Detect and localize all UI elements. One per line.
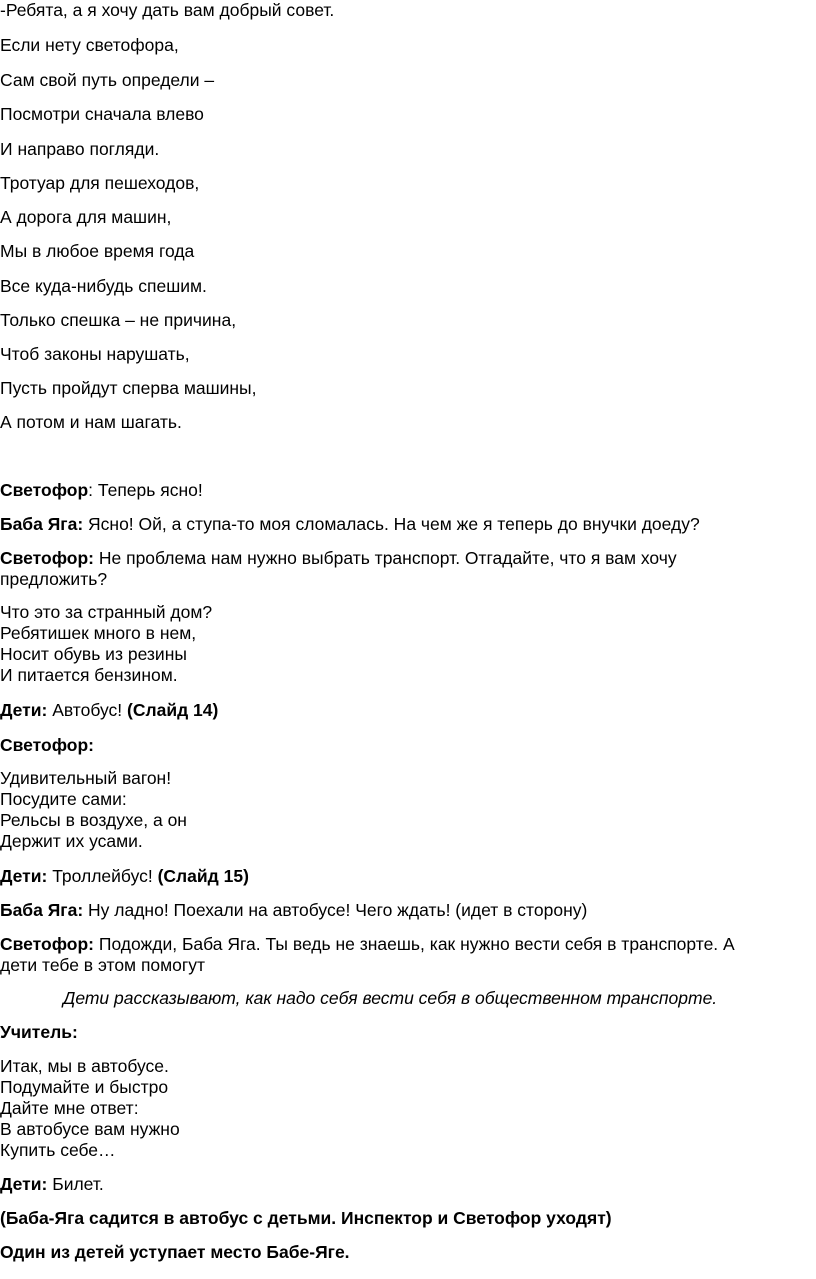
stage-direction: (Баба-Яга садится в автобус с детьми. Инспектор и Светофор уходят) — [0, 1208, 612, 1228]
poem-line: Тротуар для пешеходов, — [0, 173, 200, 193]
dialogue-continuation: предложить? — [0, 569, 108, 589]
riddle-line: Итак, мы в автобусе. — [0, 1056, 169, 1076]
poem-line: Пусть пройдут сперва машины, — [0, 378, 257, 398]
speaker-name: Дети: — [0, 866, 48, 886]
riddle-line: Держит их усами. — [0, 831, 143, 851]
poem-line: А потом и нам шагать. — [0, 412, 182, 432]
poem-line: Чтоб законы нарушать, — [0, 344, 190, 364]
poem-line: И направо погляди. — [0, 139, 160, 159]
dialogue-text: Не проблема нам нужно выбрать транспорт. Отгадайте, что я вам хочу — [94, 548, 677, 568]
riddle-line: И питается бензином. — [0, 665, 178, 685]
speaker-name: Дети: — [0, 700, 48, 720]
poem-line: Если нету светофора, — [0, 35, 179, 55]
dialogue-line — [0, 548, 677, 569]
riddle-line: Носит обувь из резины — [0, 644, 187, 664]
riddle-block — [0, 602, 212, 686]
riddle-line: Дайте мне ответ: — [0, 1098, 139, 1118]
riddle-line: Подумайте и быстро — [0, 1077, 169, 1097]
speaker-name: Баба Яга: — [0, 514, 84, 534]
dialogue-line — [0, 866, 249, 887]
dialogue-text: Ясно! Ой, а ступа-то моя сломалась. На чем же я теперь до внучки доеду? — [83, 514, 700, 534]
poem-line: Сам свой путь определи – — [0, 70, 215, 90]
poem-line: Посмотри сначала влево — [0, 104, 204, 124]
poem-line: -Ребята, а я хочу дать вам добрый совет. — [0, 0, 335, 20]
poem-line: Только спешка – не причина, — [0, 310, 237, 330]
dialogue-line — [0, 700, 218, 721]
riddle-block — [0, 768, 187, 852]
riddle-line: Удивительный вагон! — [0, 768, 172, 788]
poem-line: А дорога для машин, — [0, 207, 172, 227]
dialogue-line — [0, 934, 735, 955]
dialogue-continuation: дети тебе в этом помогут — [0, 955, 206, 975]
dialogue-text: Подожди, Баба Яга. Ты ведь не знаешь, как нужно вести себя в транспорте. А — [94, 934, 735, 954]
dialogue-line — [0, 900, 587, 921]
dialogue-text: Билет. — [47, 1174, 104, 1194]
riddle-block — [0, 1056, 180, 1161]
stage-direction: Один из детей уступает место Бабе-Яге. — [0, 1242, 350, 1262]
dialogue-line — [0, 480, 203, 501]
speaker-name: Светофор: — [0, 934, 94, 954]
poem-line: Все куда-нибудь спешим. — [0, 276, 207, 296]
poem-line: Мы в любое время года — [0, 241, 195, 261]
speaker-name: Светофор: — [0, 735, 94, 755]
stage-direction: Дети рассказывают, как надо себя вести себя в общественном транспорте. — [63, 988, 718, 1008]
dialogue-text: Ну ладно! Поехали на автобусе! Чего ждать! (идет в сторону) — [83, 900, 588, 920]
riddle-line: Купить себе… — [0, 1140, 116, 1160]
speaker-name: Светофор — [0, 480, 89, 500]
riddle-line: Ребятишек много в нем, — [0, 623, 197, 643]
slide-reference: (Слайд 14) — [127, 700, 219, 720]
riddle-line: В автобусе вам нужно — [0, 1119, 180, 1139]
dialogue-text: Троллейбус! — [47, 866, 158, 886]
slide-reference: (Слайд 15) — [157, 866, 249, 886]
dialogue-line — [0, 514, 700, 535]
speaker-name: Светофор: — [0, 548, 94, 568]
riddle-line: Посудите сами: — [0, 789, 127, 809]
dialogue-text: : Теперь ясно! — [88, 480, 203, 500]
speaker-name: Баба Яга: — [0, 900, 84, 920]
speaker-name: Дети: — [0, 1174, 48, 1194]
riddle-line: Что это за странный дом? — [0, 602, 213, 622]
dialogue-text: Автобус! — [47, 700, 128, 720]
riddle-line: Рельсы в воздухе, а он — [0, 810, 187, 830]
speaker-name: Учитель: — [0, 1022, 78, 1042]
dialogue-line — [0, 1174, 104, 1195]
